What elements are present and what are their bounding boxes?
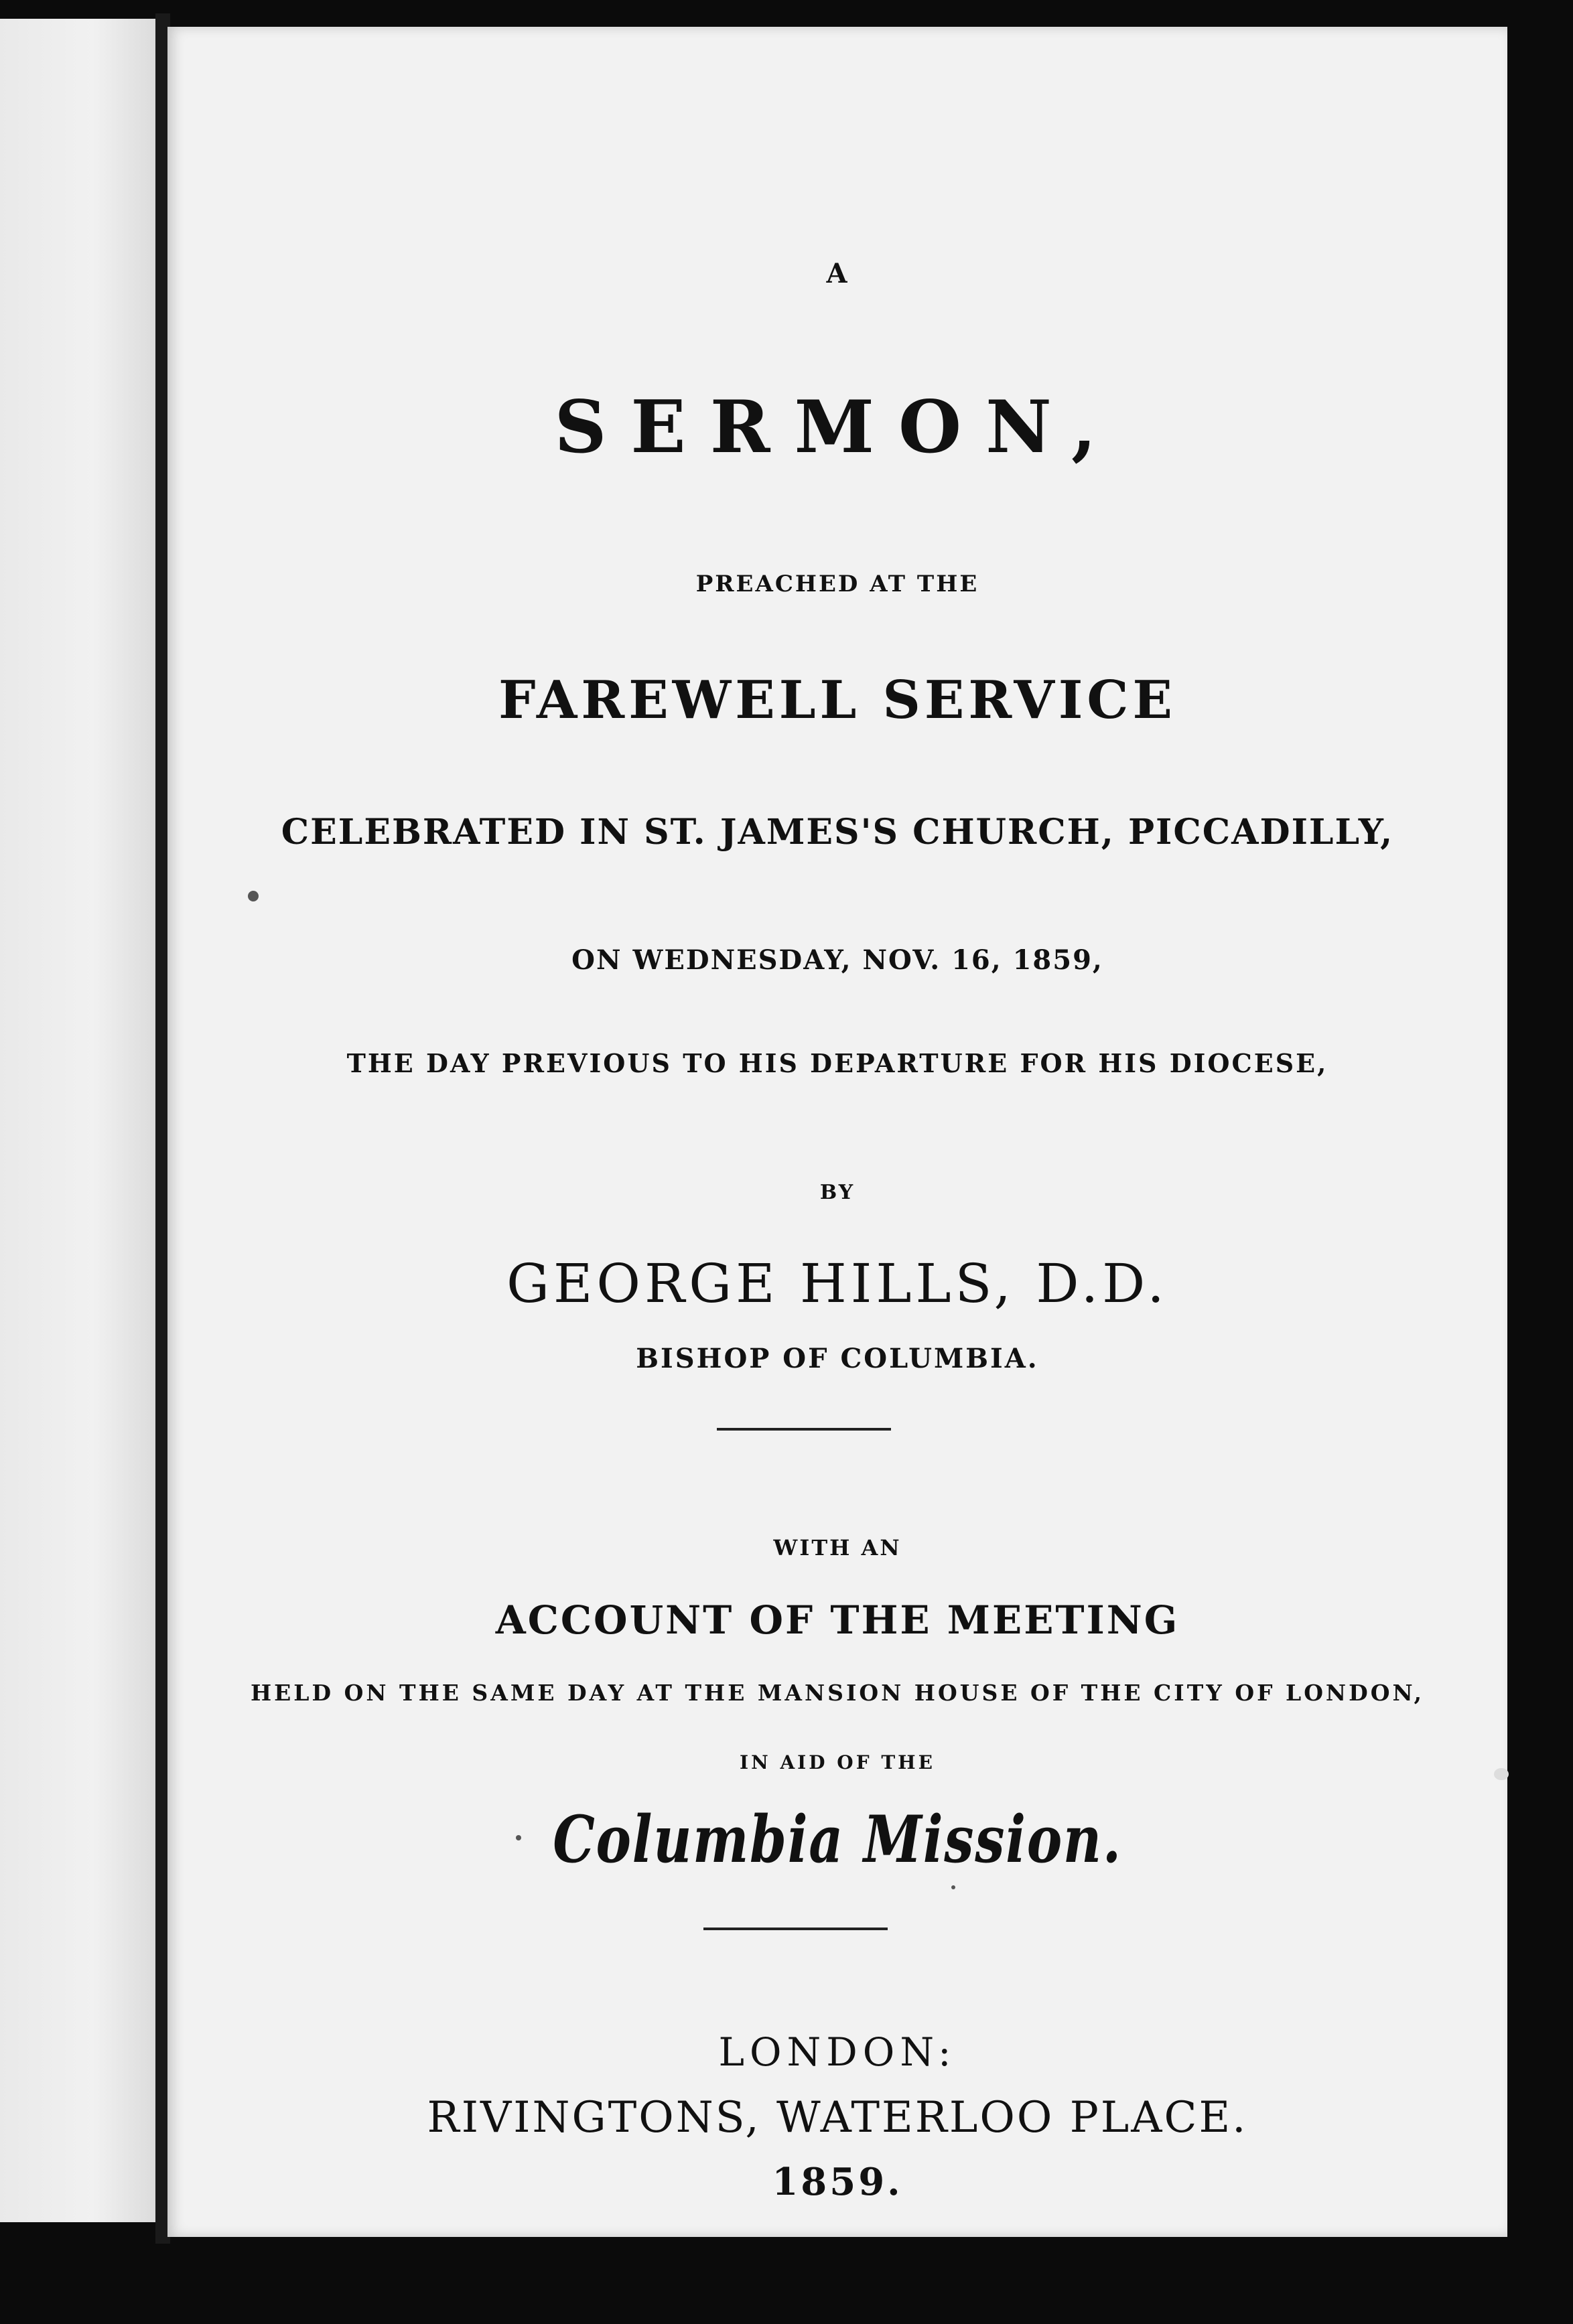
circumstance-line: THE DAY PREVIOUS TO HIS DEPARTURE FOR HIS DIOCESE,: [346, 1048, 1328, 1078]
facing-page-edge: [0, 19, 155, 2222]
divider-rule: [717, 1428, 891, 1431]
mission-name: Columbia Mission.: [553, 1802, 1122, 1877]
imprint-year: 1859.: [772, 2160, 903, 2204]
meeting-description: HELD ON THE SAME DAY AT THE MANSION HOUSE OF THE CITY OF LONDON,: [250, 1680, 1425, 1706]
account-heading: ACCOUNT OF THE MEETING: [495, 1597, 1180, 1643]
imprint-city: LONDON:: [718, 2029, 957, 2075]
author-title: BISHOP OF COLUMBIA.: [636, 1343, 1039, 1374]
title-page: [167, 27, 1507, 2237]
main-title: SERMON,: [554, 385, 1121, 469]
occasion-line: FAREWELL SERVICE: [498, 670, 1176, 731]
by-line: BY: [819, 1181, 856, 1204]
with-an-line: WITH AN: [773, 1535, 902, 1560]
date-line: ON WEDNESDAY, NOV. 16, 1859,: [571, 944, 1103, 976]
place-line: CELEBRATED IN ST. JAMES'S CHURCH, PICCADILLY,: [281, 812, 1394, 853]
divider-rule: [703, 1928, 888, 1930]
preached-at-line: PREACHED AT THE: [695, 571, 979, 597]
author-name: GEORGE HILLS, D.D.: [506, 1252, 1168, 1315]
imprint-publisher: RIVINGTONS, WATERLOO PLACE.: [427, 2093, 1248, 2143]
title-article: A: [826, 258, 849, 289]
in-aid-line: IN AID OF THE: [740, 1751, 935, 1773]
